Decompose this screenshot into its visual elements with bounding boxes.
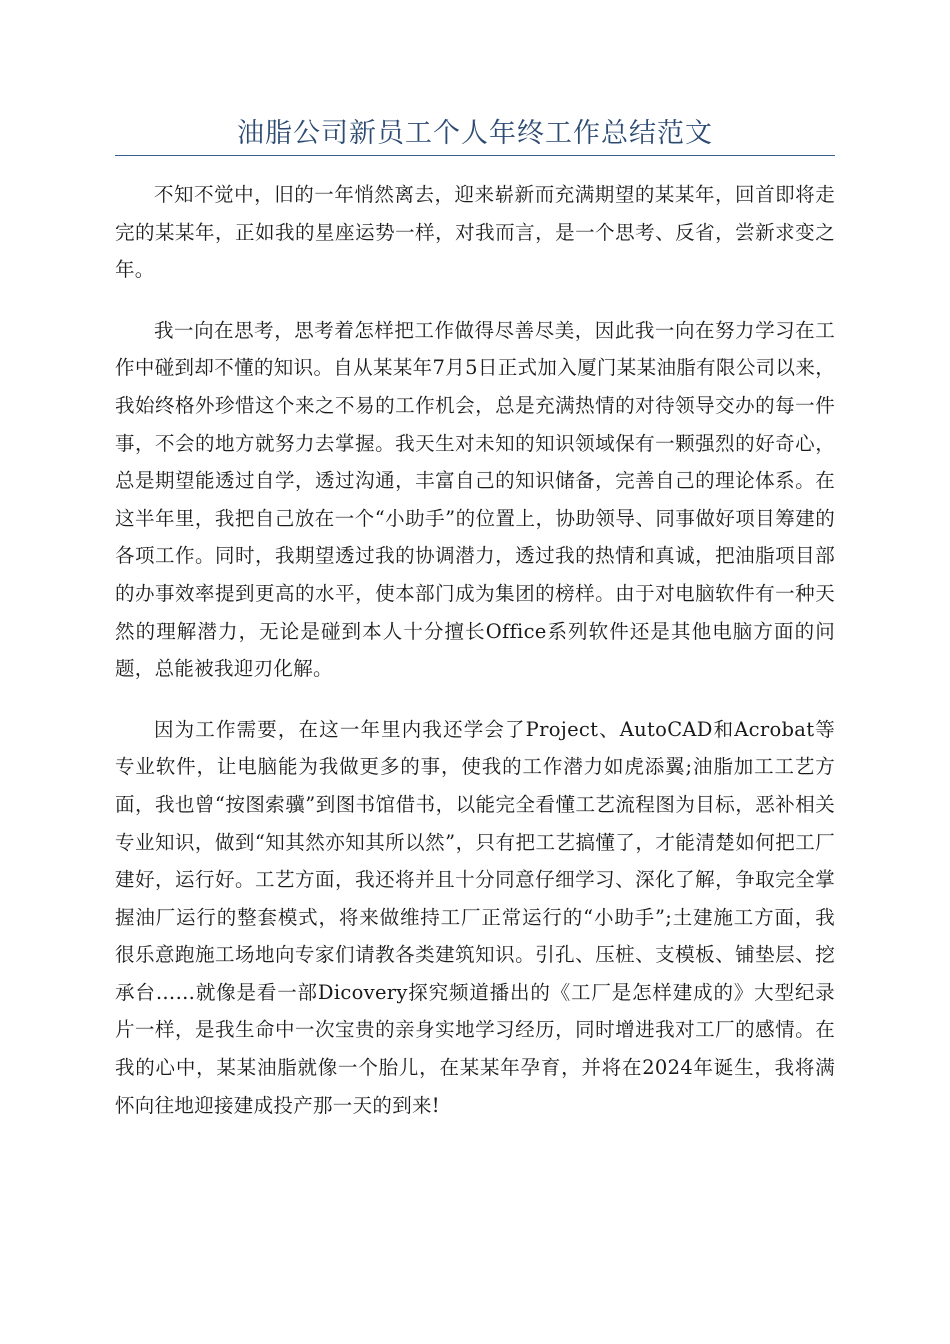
- document-title: 油脂公司新员工个人年终工作总结范文: [237, 118, 713, 149]
- title-underline: [115, 155, 835, 156]
- paragraph-3: 因为工作需要，在这一年里内我还学会了Project、AutoCAD和Acrobat等专业软件，让电脑能为我做更多的事，使我的工作潜力如虎添翼;油脂加工工艺方面，我也曾“按图索骥”到图书馆借书，以能完全看懂工艺流程图为目标，恶补相关专业知识，做到“知其然亦知其所以然”，只有把工艺搞懂了，才能清楚如何把工厂建好，运行好。工艺方面，我还将并且十分同意仔细学习、深化了解，争取完全掌握油厂运行的整套模式，将来做维持工厂正常运行的“小助手”;土建施工方面，我很乐意跑施工场地向专家们请教各类建筑知识。引孔、压桩、支模板、铺垫层、挖承台……就像是看一部Dicovery探究频道播出的《工厂是怎样建成的》大型纪录片一样，是我生命中一次宝贵的亲身实地学习经历，同时增进我对工厂的感情。在我的心中，某某油脂就像一个胎儿，在某某年孕育，并将在2024年诞生，我将满怀向往地迎接建成投产那一天的到来!: [115, 717, 835, 1117]
- paragraph-1: 不知不觉中，旧的一年悄然离去，迎来崭新而充满期望的某某年，回首即将走完的某某年，正如我的星座运势一样，对我而言，是一个思考、反省，尝新求变之年。: [115, 183, 835, 282]
- paragraph-2: 我一向在思考，思考着怎样把工作做得尽善尽美，因此我一向在努力学习在工作中碰到却不懂的知识。自从某某年7月5日正式加入厦门某某油脂有限公司以来，我始终格外珍惜这个来之不易的工作机会，总是充满热情的对待领导交办的每一件事，不会的地方就努力去掌握。我天生对未知的知识领域保有一颗强烈的好奇心，总是期望能透过自学，透过沟通，丰富自己的知识储备，完善自己的理论体系。在这半年里，我把自己放在一个“小助手”的位置上，协助领导、同事做好项目筹建的各项工作。同时，我期望透过我的协调潜力，透过我的热情和真诚，把油脂项目部的办事效率提到更高的水平，使本部门成为集团的榜样。由于对电脑软件有一种天然的理解潜力，无论是碰到本人十分擅长Office系列软件还是其他电脑方面的问题，总能被我迎刃化解。: [115, 318, 835, 681]
- document-body: [115, 176, 835, 1147]
